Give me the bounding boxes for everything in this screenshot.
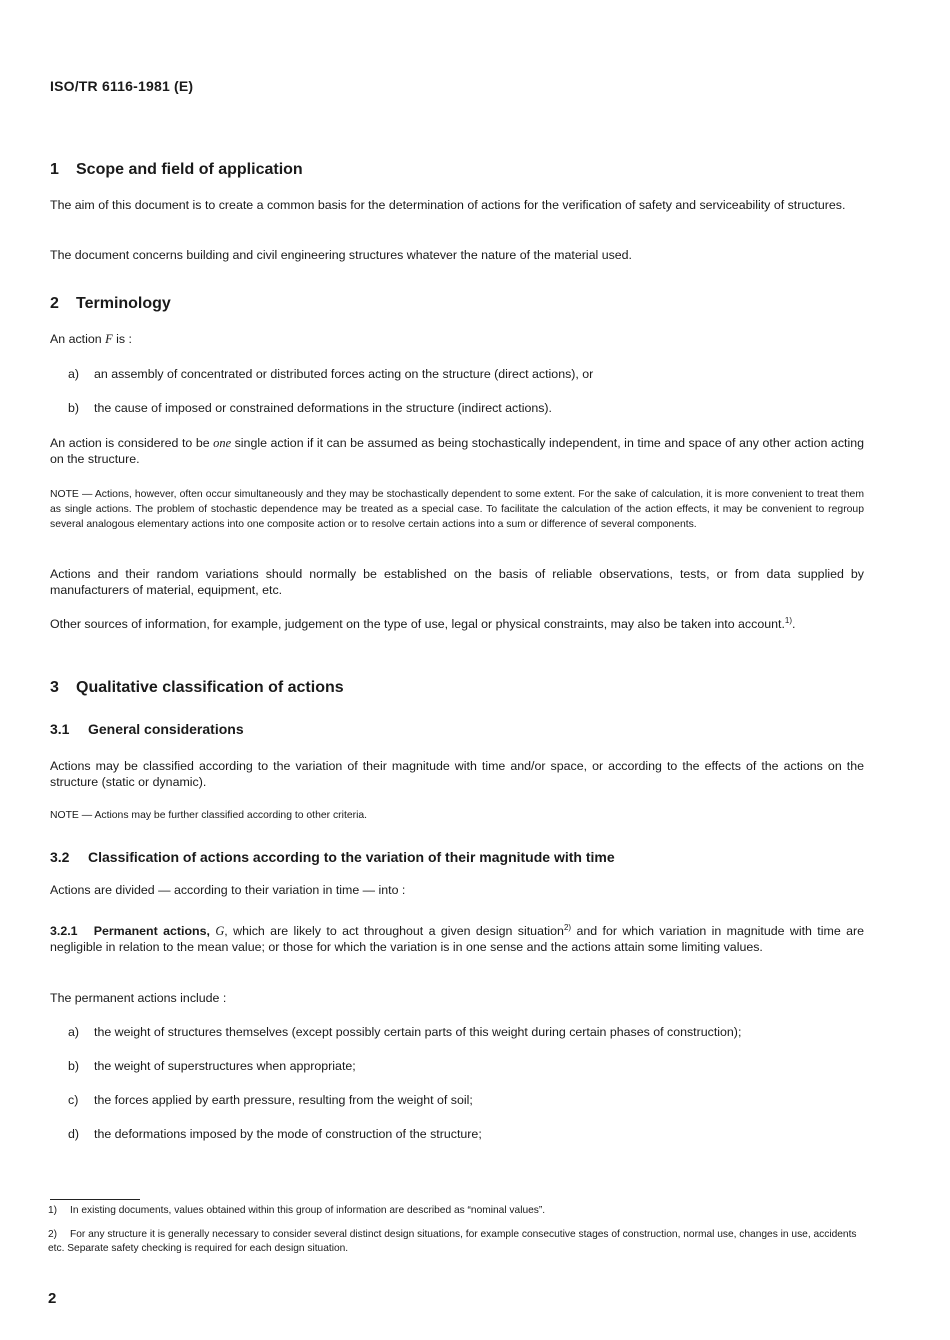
footnote-marker: 2) <box>48 1229 58 1240</box>
list-marker: b) <box>68 401 80 415</box>
text: single action if it can be assumed as being stochastically independent, in time and space of any other action acting on the structure. <box>50 436 865 466</box>
list-marker: a) <box>68 367 80 381</box>
paragraph: Actions may be classified according to the variation of their magnitude with time and/or space, or according to the effects of the actions on the structure (static or dynamic). <box>50 759 864 789</box>
paragraph <box>50 331 864 347</box>
list-marker: a) <box>68 1025 80 1039</box>
section-3-heading <box>50 679 344 697</box>
subsection-title: Classification of actions according to the variation of their magnitude with time <box>88 849 615 865</box>
section-number: 3 <box>50 679 59 696</box>
section-title: Terminology <box>76 295 171 312</box>
list-marker: b) <box>68 1059 80 1073</box>
list-text: the deformations imposed by the mode of construction of the structure; <box>94 1127 482 1141</box>
document-id: ISO/TR 6116-1981 (E) <box>50 78 194 94</box>
list-item <box>68 1092 864 1108</box>
clause-number: 3.2.1 <box>50 924 78 938</box>
subsection-3-1-heading <box>50 721 244 737</box>
list-item <box>68 1126 864 1142</box>
text: An action <box>50 332 106 346</box>
subsection-number: 3.2 <box>50 849 70 865</box>
section-title: Qualitative classification of actions <box>76 679 344 696</box>
paragraph: The aim of this document is to create a common basis for the determination of actions for the verification of safety and serviceability of structures. <box>50 198 846 212</box>
paragraph-3-2-1 <box>50 923 864 955</box>
text: Other sources of information, for example, judgement on the type of use, legal or physical constraints, may also be taken into account. <box>50 617 785 631</box>
footnote-text: In existing documents, values obtained within this group of information are described as “nominal values”. <box>70 1205 546 1216</box>
list-text: the weight of superstructures when appropriate; <box>94 1059 356 1073</box>
footnote-ref: 1) <box>784 615 793 625</box>
footnote-ref: 2) <box>563 922 572 932</box>
text: and for which variation in magnitude with time are negligible in relation to the mean value; or those for which the variation is in one sense and the actions attain some limiting values. <box>50 924 864 954</box>
emphasis: one <box>213 436 232 450</box>
subsection-number: 3.1 <box>50 721 70 737</box>
section-2-heading <box>50 295 171 313</box>
list-text: the weight of structures themselves (except possibly certain parts of this weight during certain phases of construction); <box>94 1025 742 1039</box>
list-item <box>68 1024 864 1040</box>
list-item <box>68 366 864 382</box>
paragraph <box>50 435 864 467</box>
paragraph: Other sources of information, for example, judgement on the type of use, legal or physical constraints, may also be taken into account.$^{1)}$. <box>50 615 796 631</box>
text: , which are likely to act throughout a given design situation <box>224 924 564 938</box>
list-text: the forces applied by earth pressure, resulting from the weight of soil; <box>94 1093 473 1107</box>
section-number: 1 <box>50 161 59 178</box>
subsection-title: General considerations <box>88 721 244 737</box>
note: NOTE — Actions, however, often occur simultaneously and they may be stochastically dependent to some extent. For the sake of calculation, it is more convenient to treat them as single actions. The problem of stochastic dependence may be treated as a special case. To facilitate the calculation of the action effects, it may be convenient to regroup several analogous elementary actions into one composite action or to resolve certain actions into a sum or difference of several components. <box>50 489 864 530</box>
footnote <box>48 1228 864 1256</box>
footnote-text: For any structure it is generally necessary to consider several distinct design situations, for example consecutive stages of construction, normal use, changes in use, accidents etc. Separate safety checking is required for each design situation. <box>48 1229 857 1254</box>
paragraph: Actions and their random variations should normally be established on the basis of reliable observations, tests, or from data supplied by manufacturers of material, equipment, etc. <box>50 567 864 597</box>
paragraph: Actions are divided — according to their variation in time — into : <box>50 883 406 897</box>
symbol: F <box>105 332 113 346</box>
clause-title: Permanent actions, <box>93 924 210 938</box>
list-text: an assembly of concentrated or distributed forces acting on the structure (direct actions), or <box>94 367 594 381</box>
list-marker: c) <box>68 1093 79 1107</box>
paragraph: The document concerns building and civil engineering structures whatever the nature of the material used. <box>50 248 633 262</box>
list-text: the cause of imposed or constrained deformations in the structure (indirect actions). <box>94 401 552 415</box>
footnote <box>48 1204 864 1218</box>
list-item <box>68 1058 864 1074</box>
list-item <box>68 400 864 416</box>
footnote-marker: 1) <box>48 1205 58 1216</box>
page-number: 2 <box>48 1290 57 1307</box>
text: An action is considered to be <box>50 436 214 450</box>
footnote-separator <box>50 1199 140 1200</box>
symbol: G <box>215 924 225 938</box>
list-marker: d) <box>68 1127 80 1141</box>
section-1-heading <box>50 161 303 179</box>
text: is : <box>112 332 132 346</box>
section-number: 2 <box>50 295 59 312</box>
subsection-3-2-heading <box>50 849 615 865</box>
note: NOTE — Actions may be further classified according to other criteria. <box>50 810 368 821</box>
section-title: Scope and field of application <box>76 161 303 178</box>
paragraph: The permanent actions include : <box>50 991 227 1005</box>
